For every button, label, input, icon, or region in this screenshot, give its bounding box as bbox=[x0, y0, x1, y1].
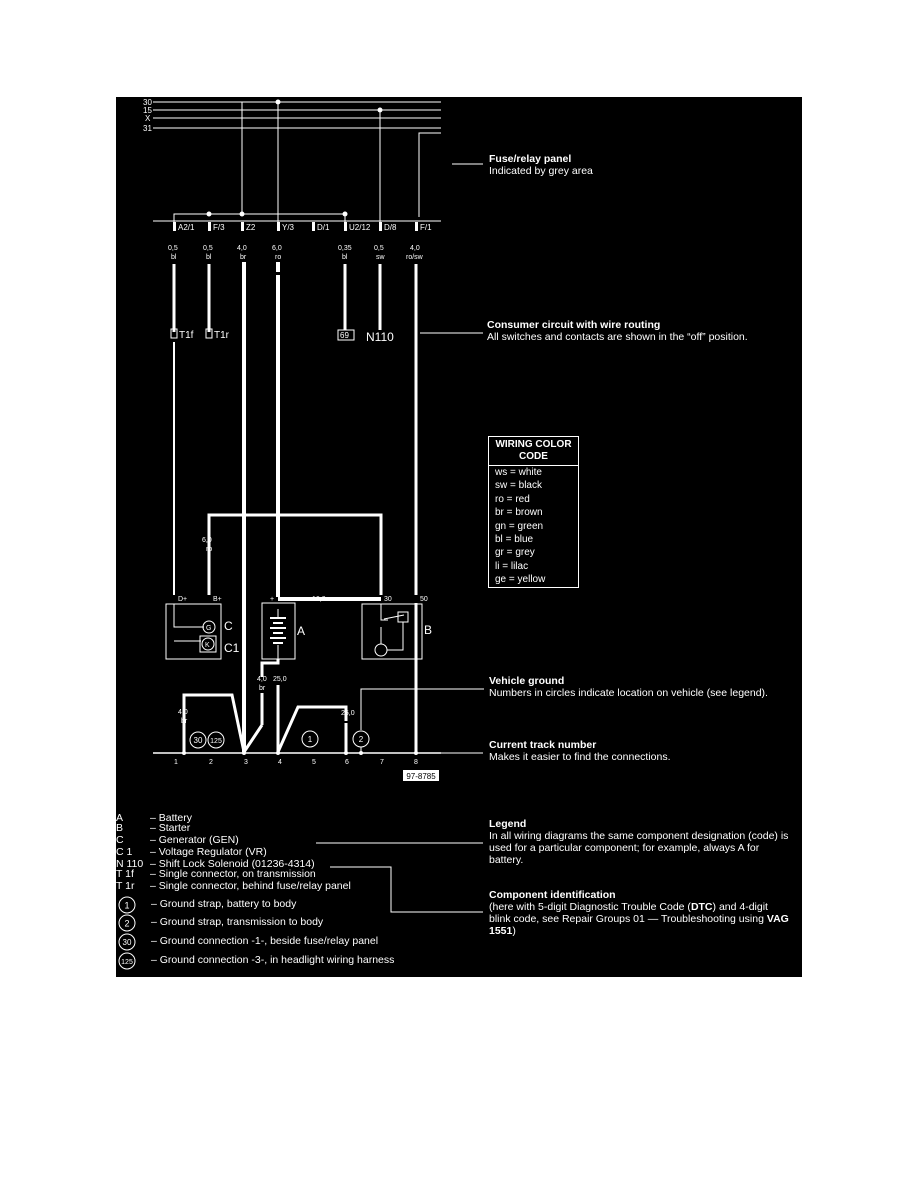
color-code-row: gn = green bbox=[495, 520, 544, 532]
track-number: 6 bbox=[345, 759, 349, 766]
note-fuse-panel bbox=[489, 153, 789, 177]
track-numbers bbox=[174, 759, 418, 766]
color-code-row: ws = white bbox=[495, 467, 542, 478]
note-legend bbox=[489, 818, 794, 866]
ground-circle-icon bbox=[118, 933, 136, 951]
note-component-id bbox=[489, 889, 789, 937]
label-c: C bbox=[224, 619, 233, 633]
note-consumer-circuit bbox=[487, 319, 797, 343]
fuse-pos-f3: F/3 bbox=[213, 223, 225, 232]
wire-size: 4,0 bbox=[237, 245, 247, 252]
n110-box-label: 69 bbox=[340, 331, 349, 340]
figure-id bbox=[403, 770, 439, 781]
color-code-row: ge = yellow bbox=[495, 574, 546, 586]
fuse-pos-y3: Y/3 bbox=[282, 223, 295, 232]
track-number: 5 bbox=[312, 759, 316, 766]
label-a: A bbox=[297, 624, 306, 638]
track-number: 2 bbox=[209, 759, 213, 766]
label-c1: C1 bbox=[224, 641, 240, 655]
terminal-lines bbox=[143, 98, 441, 217]
wire-size: 6,0 bbox=[202, 537, 212, 544]
color-code-row: sw = black bbox=[495, 480, 542, 492]
color-code-row: li = lilac bbox=[495, 560, 529, 572]
terminal-plus: + bbox=[270, 596, 275, 603]
connector-label: T1f bbox=[179, 330, 194, 341]
generator-wire-loop bbox=[202, 515, 381, 595]
wiring-diagram-panel: 30 15 X 31 A2/1 F/3 Z2 Y/3 D/1 U2/12 D/8 F/1 0,5 bl 0,5 bl 4,0 br 6,0 ro 0,35 bl 0,5 sw 4,0 ro/sw T1f T1r 69 N110 6,0 ro D+ B+ + 16,0 30 50 G K C C1 A B 4,0 br 25,0 4,0 br 25,0 30 125 1 2 1 2 3 4 5 6 7 8 97-8785 Fuse/relay panel Indicated by grey area Consumer circuit with wire routing All switches and contacts are shown in the “off” position. Vehicle ground Numbers in circles indicate location on vehicle (see legend). Current track number Makes it easier to find the connections. Legend In all wiring diagrams the same component designation (code) is used for a particular component; for example, always A for battery. Component identification (here with 5-digit Diagnostic Trouble Code (DTC) and 4-digit blink code, see Repair Groups 01 — Troubleshooting using VAG 1551) WIRING COLOR CODE ws = white sw = black ro = red br = brown gn = green bl = blue gr = grey li = lilac ge = yellow A – Battery B – Starter C – Generator (GEN) C 1 – Voltage Regulator (VR) N 110 – Shift Lock Solenoid (01236-4314) T 1f – Single connector, on transmission T 1r – Single connector, behind fuse/relay panel 1 – Ground strap, battery to body 2 – Ground strap, transmission to body 30 – Ground connection -1-, beside fuse/relay panel 125 – Ground connection -3-, in headlight wiring harness bbox=[116, 97, 802, 977]
wire-color: ro bbox=[275, 254, 282, 261]
wire-color: bl bbox=[342, 254, 348, 261]
terminal-b-plus: B+ bbox=[213, 596, 222, 603]
terminal-30-b: 30 bbox=[384, 596, 392, 603]
svg-text:1: 1 bbox=[124, 900, 130, 911]
wire-size: 16,0 bbox=[312, 596, 326, 603]
wire-size: 4,0 bbox=[178, 709, 188, 716]
wire-color: br bbox=[181, 718, 188, 725]
fuse-pos-d8: D/8 bbox=[384, 223, 397, 232]
wire-size: 4,0 bbox=[410, 245, 420, 252]
track-number: 7 bbox=[380, 759, 384, 766]
svg-text:30: 30 bbox=[122, 938, 132, 947]
note-title: Component identification bbox=[489, 889, 616, 901]
wire-size: 4,0 bbox=[257, 676, 267, 683]
wire-color: bl bbox=[206, 254, 212, 261]
note-current-track bbox=[489, 739, 789, 763]
wire-color: sw bbox=[376, 254, 385, 261]
wire-color: br bbox=[259, 685, 266, 692]
terminal-x: X bbox=[145, 114, 151, 123]
wire-size: 25,0 bbox=[341, 710, 355, 717]
wire-color: ro bbox=[206, 546, 213, 553]
label-b: B bbox=[424, 623, 433, 637]
note-bold: VAG 1551 bbox=[489, 913, 789, 937]
ground-2: 2 bbox=[358, 735, 364, 744]
track-number: 8 bbox=[414, 759, 418, 766]
color-code-row: br = brown bbox=[495, 507, 543, 519]
terminal-30: 30 bbox=[143, 98, 152, 107]
color-code-title: WIRING COLOR CODE bbox=[489, 437, 578, 466]
note-vehicle-ground bbox=[489, 675, 799, 699]
wire-color: ro/sw bbox=[406, 254, 423, 261]
note-bold: DTC bbox=[690, 901, 713, 913]
connector-label: T1r bbox=[214, 330, 229, 341]
component-a-battery bbox=[262, 603, 305, 659]
note-text: Numbers in circles indicate location on vehicle (see legend). bbox=[489, 687, 768, 699]
fuse-pos-z2: Z2 bbox=[246, 223, 256, 232]
wire-size: 0,5 bbox=[168, 245, 178, 252]
fuse-pos-f1: F/1 bbox=[420, 223, 432, 232]
note-title: Consumer circuit with wire routing bbox=[487, 319, 661, 331]
ground-125: 125 bbox=[210, 738, 222, 745]
gen-symbol: G bbox=[206, 625, 212, 632]
color-code-row: ro = red bbox=[495, 493, 530, 505]
fuse-pos-u2-12: U2/12 bbox=[349, 223, 371, 232]
figure-id-label: 97-8785 bbox=[406, 772, 436, 781]
note-text: In all wiring diagrams the same component designation (code) is used for a particular component; for example, always A for battery. bbox=[489, 830, 789, 866]
note-title: Legend bbox=[489, 818, 527, 830]
color-code-row: gr = grey bbox=[495, 547, 535, 559]
terminal-d-plus: D+ bbox=[178, 596, 188, 603]
ground-circle-icon bbox=[118, 952, 136, 970]
note-text: Makes it easier to find the connections. bbox=[489, 751, 671, 763]
track-number: 1 bbox=[174, 759, 178, 766]
fuse-pos-a2-1: A2/1 bbox=[178, 223, 195, 232]
ground-circle-icon bbox=[118, 914, 136, 932]
terminal-50: 50 bbox=[420, 596, 428, 603]
track-number: 3 bbox=[244, 759, 248, 766]
ground-1: 1 bbox=[307, 735, 313, 744]
wiring-color-code-table bbox=[488, 436, 579, 588]
ground-circle-icon bbox=[118, 896, 136, 914]
color-code-row: bl = blue bbox=[495, 533, 534, 545]
wire-labels bbox=[168, 245, 424, 261]
component-c-generator bbox=[166, 604, 240, 659]
leader-lines bbox=[316, 164, 486, 912]
n110-label: N110 bbox=[366, 330, 394, 344]
fuse-relay-panel bbox=[153, 212, 441, 233]
track-number: 4 bbox=[278, 759, 282, 766]
note-text: Indicated by grey area bbox=[489, 165, 593, 177]
note-title: Vehicle ground bbox=[489, 675, 565, 687]
wire-size: 0,35 bbox=[338, 245, 352, 252]
regulator-symbol: K bbox=[205, 642, 210, 649]
svg-text:2: 2 bbox=[124, 918, 130, 929]
wire-size: 25,0 bbox=[273, 676, 287, 683]
wire-size: 0,5 bbox=[203, 245, 213, 252]
svg-text:125: 125 bbox=[121, 959, 133, 966]
n110-symbol bbox=[338, 330, 394, 344]
wire-color: br bbox=[240, 254, 247, 261]
note-text: (here with 5-digit Diagnostic Trouble Code ( bbox=[489, 901, 691, 913]
terminal-31: 31 bbox=[143, 124, 152, 133]
wire-size: 0,5 bbox=[374, 245, 384, 252]
ground-30: 30 bbox=[193, 736, 203, 745]
note-text: ) bbox=[512, 925, 516, 937]
wire-size: 6,0 bbox=[272, 245, 282, 252]
note-text: ) and 4-digit blink code, see Repair Groups 01 — Troubleshooting using bbox=[489, 901, 768, 925]
note-title: Fuse/relay panel bbox=[489, 153, 572, 165]
wire-color: bl bbox=[171, 254, 177, 261]
terminal-15: 15 bbox=[143, 106, 152, 115]
fuse-pos-d1: D/1 bbox=[317, 223, 330, 232]
note-text: All switches and contacts are shown in the “off” position. bbox=[487, 331, 748, 343]
component-b-starter bbox=[362, 604, 432, 659]
note-title: Current track number bbox=[489, 739, 597, 751]
